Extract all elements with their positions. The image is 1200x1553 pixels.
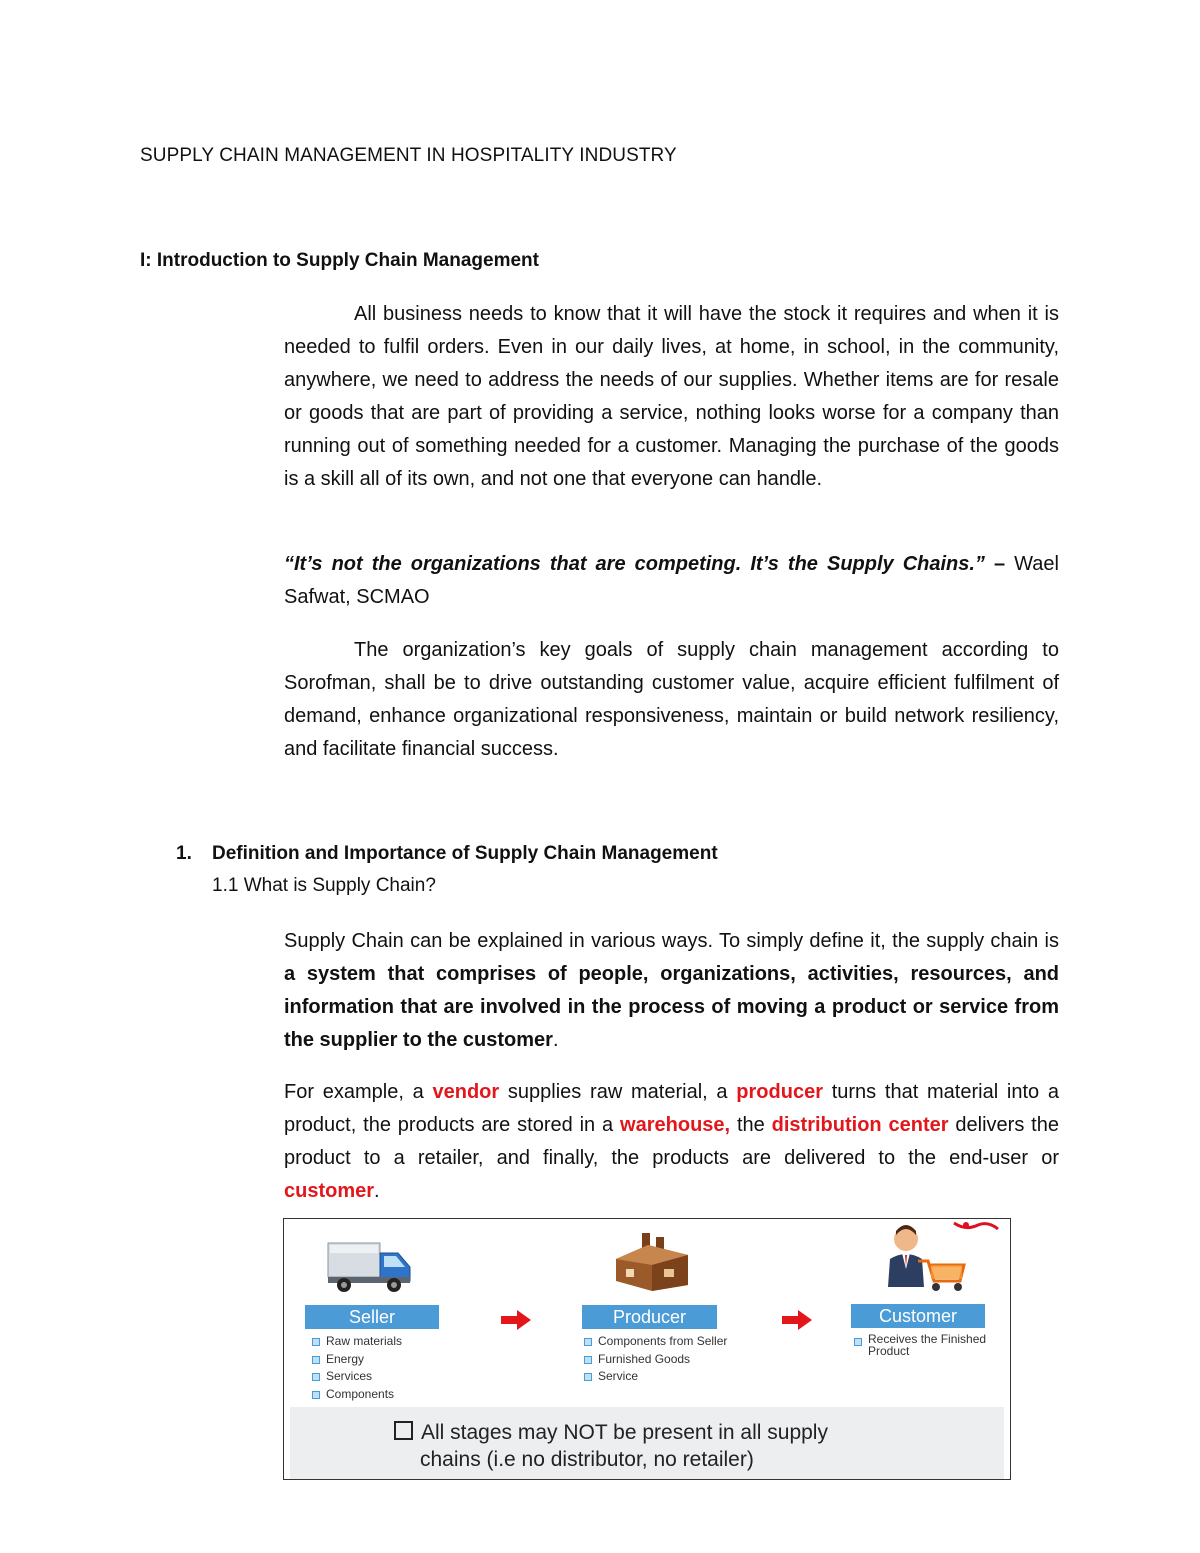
intro-paragraph: All business needs to know that it will have the stock it requires and when it is needed to fulfil orders. Even in our daily lives, at home, in school, in the community, anywhere, we need to address the needs of our supplies. Whether items are for resale or goods that are part of providing a service, nothing looks worse for a company than running out of something needed for a customer. Managing the purchase of the goods is a skill all of its own, and not one that everyone can handle.: [284, 303, 1059, 490]
supply-chain-diagram: [283, 1218, 1011, 1480]
list-item: Components from Seller: [582, 1333, 727, 1351]
list-item: Receives the Finished Product: [852, 1333, 1002, 1357]
document-title: SUPPLY CHAIN MANAGEMENT IN HOSPITALITY INDUSTRY: [140, 145, 677, 166]
bullet-icon: [312, 1373, 320, 1381]
diagram-note: [394, 1419, 828, 1473]
bullet-icon: [854, 1338, 862, 1346]
definition-bold: a system that comprises of people, organizations, activities, resources, and information that are involved in the process of moving a product or service from the supplier to the customer: [284, 963, 1059, 1051]
stage-label-customer: Customer: [851, 1304, 985, 1328]
bullet-icon: [312, 1391, 320, 1399]
bullet-icon: [584, 1373, 592, 1381]
bullet-icon: [584, 1338, 592, 1346]
sub-heading: 1.1 What is Supply Chain?: [212, 875, 436, 896]
quote-dash: –: [984, 553, 1015, 575]
checkbox-icon: [394, 1421, 413, 1440]
arrow-right-icon: [782, 1310, 812, 1330]
truck-icon: [326, 1237, 416, 1302]
example-text: delivers the product to a retailer, and finally, the products are delivered to the end-user or: [284, 1114, 1059, 1169]
highlight-customer: customer: [284, 1180, 375, 1202]
list-item: Components: [310, 1386, 402, 1404]
highlight-distribution-center: distribution center: [771, 1114, 949, 1136]
highlight-vendor: vendor: [432, 1081, 500, 1103]
highlight-producer: producer: [736, 1081, 823, 1103]
example-text: For example, a: [284, 1081, 433, 1103]
bullet-icon: [312, 1338, 320, 1346]
list-item: Furnished Goods: [582, 1351, 727, 1369]
definition-lead: Supply Chain can be explained in various ways. To simply define it, the supply chain is: [284, 930, 1059, 952]
customer-items-list: [852, 1333, 1002, 1357]
heading-number: 1.: [176, 843, 192, 864]
list-item: Services: [310, 1368, 402, 1386]
seller-items-list: [310, 1333, 402, 1403]
list-item: Raw materials: [310, 1333, 402, 1351]
factory-icon: [612, 1231, 692, 1298]
goals-paragraph: The organization’s key goals of supply chain management according to Sorofman, shall be to drive outstanding customer value, acquire efficient fulfilment of demand, enhance organizational responsiveness, maintain or build network resiliency, and facilitate financial success.: [284, 639, 1059, 760]
producer-items-list: [582, 1333, 727, 1386]
example-text: the: [730, 1114, 772, 1136]
definition-paragraph: [284, 925, 1059, 1057]
list-item: Energy: [310, 1351, 402, 1369]
quote-text: “It’s not the organizations that are competing. It’s the Supply Chains.”: [284, 553, 985, 575]
example-text: supplies raw material, a: [499, 1081, 737, 1103]
section-heading: I: Introduction to Supply Chain Management: [140, 250, 539, 271]
bullet-icon: [584, 1356, 592, 1364]
highlight-warehouse: warehouse,: [620, 1114, 731, 1136]
note-line-1: All stages may NOT be present in all supply: [394, 1419, 828, 1446]
quote-attribution: Wael Safwat, SCMAO: [284, 553, 1059, 608]
example-text: turns that material into a product, the products are stored in a: [284, 1081, 1059, 1136]
bullet-icon: [312, 1356, 320, 1364]
numbered-heading: [176, 843, 718, 865]
arrow-right-icon: [501, 1310, 531, 1330]
note-line-2: chains (i.e no distributor, no retailer): [420, 1448, 754, 1471]
definition-end: .: [552, 1029, 559, 1051]
stage-label-producer: Producer: [582, 1305, 717, 1329]
list-item: Service: [582, 1368, 727, 1386]
heading-text: Definition and Importance of Supply Chain Management: [212, 843, 718, 864]
stage-label-seller: Seller: [305, 1305, 439, 1329]
decorative-mark-icon: [952, 1219, 1002, 1242]
example-text: .: [374, 1180, 380, 1202]
quote-paragraph: [284, 548, 1059, 614]
example-paragraph: [284, 1076, 1059, 1208]
